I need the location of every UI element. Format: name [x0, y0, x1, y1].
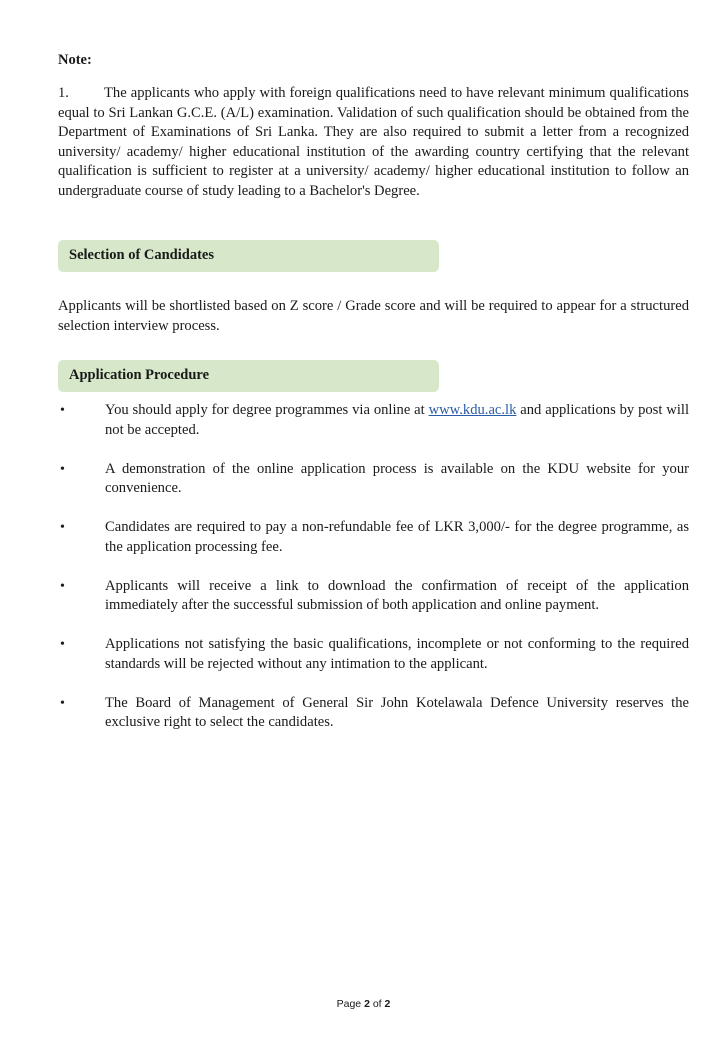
kdu-website-link[interactable]: www.kdu.ac.lk	[428, 402, 517, 418]
bullet-icon: •	[60, 403, 65, 418]
list-item-text: A demonstration of the online application process is available on the KDU website for your convenience.	[105, 460, 689, 496]
procedure-heading: Application Procedure	[69, 367, 210, 383]
list-item	[58, 460, 689, 499]
total-pages: 2	[384, 998, 391, 1010]
selection-paragraph: Applicants will be shortlisted based on Z score / Grade score and will be required to appear for a structured selection interview process.	[58, 298, 689, 334]
procedure-heading-bar	[58, 360, 439, 392]
item-text-before: You should apply for degree programmes via online at	[105, 402, 429, 418]
procedure-list	[58, 401, 689, 752]
bullet-icon: •	[60, 520, 65, 535]
list-item-text: Applications not satisfying the basic qualifications, incomplete or not conforming to the required standards will be rejected without any intimation to the applicant.	[105, 636, 689, 672]
note-text: The applicants who apply with foreign qualifications need to have relevant minimum qualifications equal to Sri Lankan G.C.E. (A/L) examination. Validation of such qualification should be obtained from the Department of Examinations of Sri Lanka. They are also required to submit a letter from a recognized university/ academy/ higher educational institution of the awarding country certifying that the relevant qualification is sufficient to register at a university/ academy/ higher educational institution to follow an undergraduate course of study leading to a Bachelor's Degree.	[58, 85, 689, 199]
list-item-text: Applicants will receive a link to download the confirmation of receipt of the application immediately after the successful submission of both application and online payment.	[105, 577, 689, 613]
list-item	[58, 694, 689, 733]
bullet-icon: •	[60, 637, 65, 652]
bullet-icon: •	[60, 695, 65, 711]
bullet-icon: •	[60, 461, 65, 477]
page-footer	[0, 998, 727, 1010]
item-text-after: and applications by post will not be accepted.	[105, 402, 689, 438]
page-label: Page	[336, 998, 365, 1010]
list-item	[58, 518, 689, 557]
list-item	[58, 401, 689, 440]
note-paragraph	[58, 84, 689, 201]
list-item	[58, 635, 689, 674]
selection-heading: Selection of Candidates	[69, 247, 214, 263]
list-item	[58, 577, 689, 616]
current-page: 2	[364, 998, 370, 1010]
bullet-icon: •	[60, 578, 65, 594]
list-item-text: Candidates are required to pay a non-refundable fee of LKR 3,000/- for the degree programme, as the application processing fee.	[105, 519, 689, 555]
of-label: of	[369, 998, 385, 1010]
selection-heading-bar	[58, 240, 439, 272]
list-item-text: The Board of Management of General Sir John Kotelawala Defence University reserves the exclusive right to select the candidates.	[105, 694, 689, 730]
note-number: 1.	[58, 85, 69, 101]
note-title: Note:	[58, 52, 92, 68]
